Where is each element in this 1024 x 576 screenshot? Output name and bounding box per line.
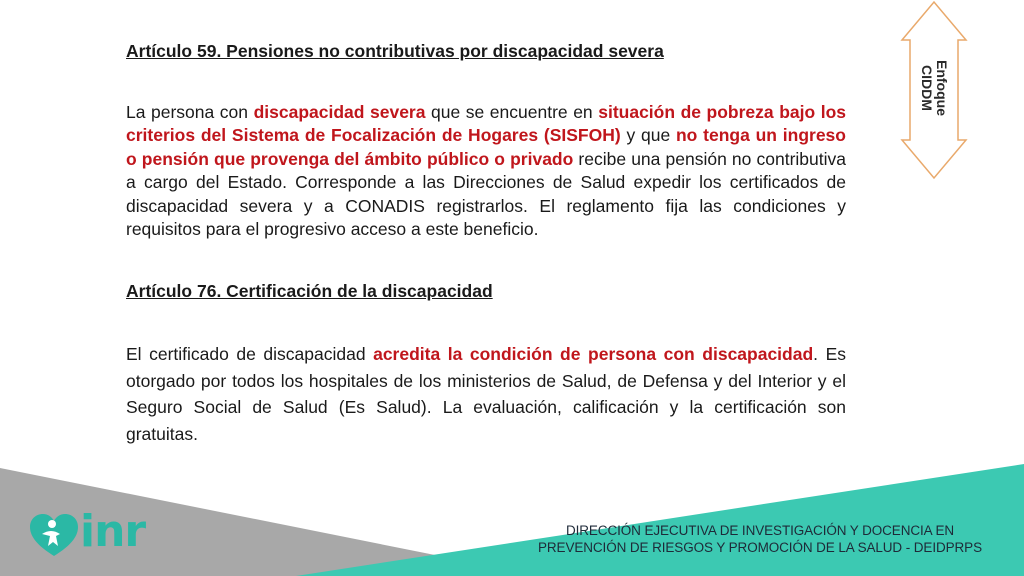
article-59-body	[126, 101, 846, 242]
highlight-text: acredita la condición de persona con discapacidad	[373, 344, 814, 364]
slide-content	[126, 40, 846, 447]
logo-text: inr	[80, 506, 146, 557]
article-76-heading: Artículo 76. Certificación de la discapacidad	[126, 280, 493, 301]
footer-line2: PREVENCIÓN DE RIESGOS Y PROMOCIÓN DE LA SALUD - DEIDPRPS	[537, 540, 982, 555]
body-text: La persona con	[126, 101, 254, 122]
highlight-text: situación de pobreza bajo los criterios del Sistema de Focalización de Hogares (SISFOH)	[126, 101, 847, 145]
footer-line1: DIRECCIÓN EJECUTIVA DE INVESTIGACIÓN Y DOCENCIA EN	[565, 523, 955, 538]
body-text: El certificado de discapacidad	[126, 344, 374, 364]
article-59-heading: Artículo 59. Pensiones no contributivas por discapacidad severa	[126, 41, 664, 61]
heart-figure-icon	[28, 512, 80, 560]
body-text: . Es otorgado por todos los hospitales de los ministerios de Salud, de Defensa y del Interior y el Seguro Social de Salud (Es Salud). La evaluación, calificación y la certificación son gratuitas.	[126, 344, 846, 444]
footer-institution	[520, 522, 1000, 556]
body-text: recibe una pensión no contributiva a cargo del Estado. Corresponde a las Direcciones de Salud expedir los certificados de discapacidad severa y a CONADIS registrarlos. El reglamento fija las condiciones y requisitos para el progresivo acceso a este beneficio.	[126, 148, 846, 239]
highlight-text: discapacidad severa	[253, 101, 426, 122]
side-tag-line1: Enfoque	[934, 60, 950, 116]
body-text: y que	[620, 125, 676, 145]
body-text: que se encuentre en	[425, 101, 599, 122]
side-tag-label	[914, 48, 954, 128]
article-76-body	[126, 341, 846, 447]
highlight-text: no tenga un ingreso o pensión que provenga del ámbito público o privado	[126, 125, 846, 169]
side-tag-line2: CIDDM	[919, 65, 935, 111]
inr-logo	[28, 506, 168, 560]
